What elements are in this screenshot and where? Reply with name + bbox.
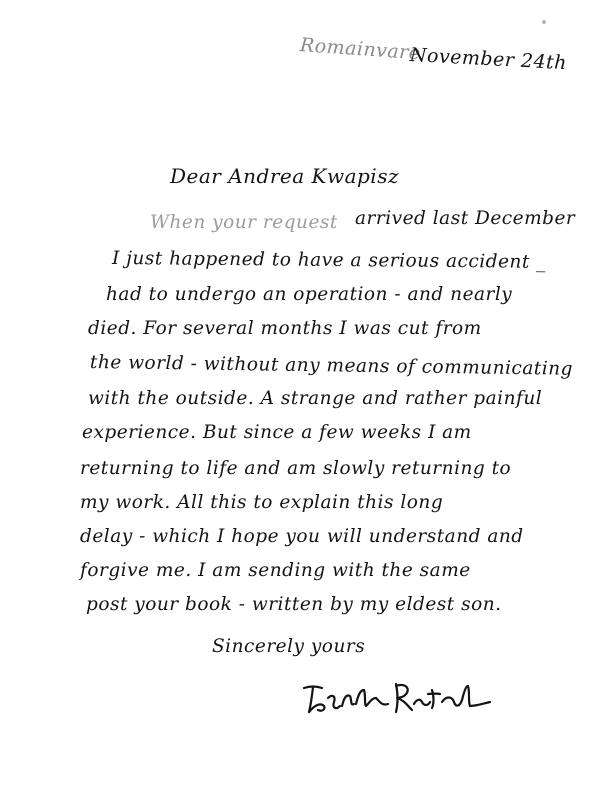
letter-line-6: experience. But since a few weeks I am bbox=[82, 422, 472, 443]
letter-line-5: with the outside. A strange and rather painful bbox=[88, 388, 543, 409]
letter-line-10: forgive me. I am sending with the same bbox=[80, 560, 471, 581]
letter-line-11: post your book - written by my eldest son. bbox=[86, 594, 502, 615]
letter-closing: Sincerely yours bbox=[212, 636, 366, 657]
letter-line-8: my work. All this to explain this long bbox=[80, 492, 444, 513]
letter-line-4: the world - without any means of communicating bbox=[89, 352, 574, 380]
letter-opening-faint: When your request bbox=[150, 212, 338, 233]
letter-line-3: died. For several months I was cut from bbox=[88, 318, 482, 339]
handwritten-signature bbox=[300, 676, 500, 720]
letter-date: November 24th bbox=[409, 44, 568, 75]
letter-line-2: had to undergo an operation - and nearly bbox=[106, 284, 513, 305]
letter-salutation: Dear Andrea Kwapisz bbox=[170, 164, 400, 188]
letter-line-1: I just happened to have a serious accident _ bbox=[111, 248, 547, 273]
ink-dot bbox=[542, 20, 546, 24]
letter-line-7: returning to life and am slowly returning to bbox=[80, 458, 512, 479]
letter-line-9: delay - which I hope you will understand and bbox=[80, 526, 524, 547]
letter-opening-rest: arrived last December bbox=[355, 208, 576, 229]
letter-place: Romainvare bbox=[299, 34, 422, 65]
